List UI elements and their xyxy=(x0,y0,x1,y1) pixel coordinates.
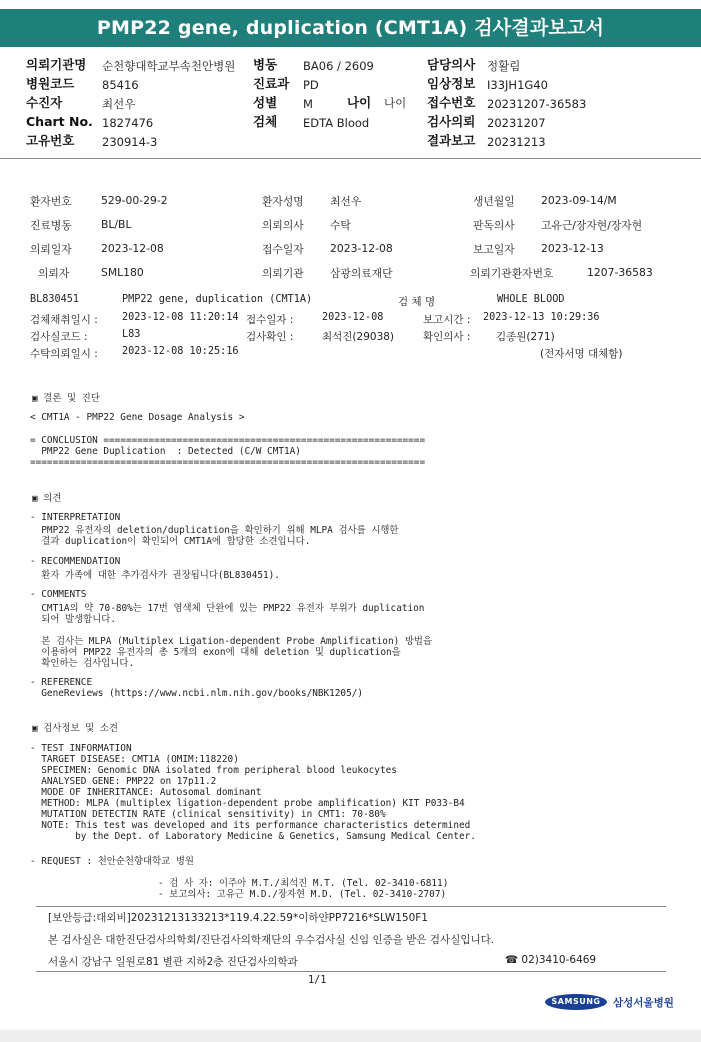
patient-value: 최선우 xyxy=(330,195,362,208)
patient-label: 의뢰자 xyxy=(38,267,70,280)
report-title: PMP22 gene, duplication (CMT1A) 검사결과보고서 xyxy=(0,9,701,47)
report-line-com-5: 확인하는 검사입니다. xyxy=(30,658,135,669)
header-value: 순천향대학교부속천안병원 xyxy=(102,59,236,73)
report-line-ti-6: MUTATION DETECTIN RATE (clinical sensitivity) in CMT1: 70-80% xyxy=(30,809,386,820)
specimen-value: WHOLE BLOOD xyxy=(497,294,565,305)
header-value: EDTA Blood xyxy=(303,116,370,130)
doctor-value: 김종원(271) xyxy=(496,331,555,343)
report-line-ti-7: NOTE: This test was developed and its performance characteristics determined xyxy=(30,820,471,831)
specimen-label: 검 체 명 xyxy=(398,296,436,308)
header-value: PD xyxy=(303,78,319,92)
header-label: 결과보고 xyxy=(427,133,476,148)
report-line-interp-h: - INTERPRETATION xyxy=(30,512,121,523)
security-line: [보안등급:대외비]20231213133213*119.4.22.59*이하얀PP7216*SLW150F1 xyxy=(48,912,428,924)
address-line: 서울시 강남구 일원로81 별관 지하2층 진단검사의학과 xyxy=(48,956,298,968)
samsung-logo-icon: SAMSUNG xyxy=(545,994,607,1010)
patient-value: 2023-09-14/M xyxy=(541,194,617,207)
room-label: 검사실코드 : xyxy=(30,331,88,343)
report-line-com-2: 되어 발생합니다. xyxy=(30,614,116,625)
confirm-value: 최석진(29038) xyxy=(322,331,395,343)
header-value: 20231207-36583 xyxy=(487,97,587,111)
header-label: 의뢰기관명 xyxy=(26,57,87,72)
patient-value: SML180 xyxy=(101,266,144,279)
cert-line: 본 검사실은 대한진단검사의학회/진단검사의학재단의 우수검사실 신임 인증을 받은 검사실입니다. xyxy=(48,934,495,946)
patient-label: 의뢰의사 xyxy=(262,219,304,232)
patient-label: 생년월일 xyxy=(473,195,515,208)
patient-label: 접수일자 xyxy=(262,243,304,256)
header-value: M xyxy=(303,97,313,111)
report-line-req-h: - REQUEST : 천안순천향대학교 병원 xyxy=(30,856,194,867)
age-label: 나이 xyxy=(347,95,372,110)
report-line-rule-line: ====================================================================== xyxy=(30,457,426,468)
header-label: Chart No. xyxy=(26,114,93,129)
receive-label: 접수일자 : xyxy=(246,314,294,326)
footer-top-line xyxy=(36,906,666,907)
report-line-info-heading: ▣ 검사정보 및 소견 xyxy=(32,723,118,734)
header-label: 담당의사 xyxy=(427,57,476,72)
patient-value: 2023-12-13 xyxy=(541,242,604,255)
report-line-conclusion-value: PMP22 Gene Duplication : Detected (C/W CMT1A) xyxy=(30,446,301,457)
header-label: 병동 xyxy=(253,57,278,72)
report-line-opinion-heading: ▣ 의견 xyxy=(32,493,62,504)
patient-label: 보고일자 xyxy=(473,243,515,256)
header-value: 85416 xyxy=(102,78,139,92)
report-line-ti-5: METHOD: MLPA (multiplex ligation-dependent probe amplification) KIT P033-B4 xyxy=(30,798,465,809)
report-line-sign-2: - 보고의사: 고유근 M.D./장자현 M.D. (Tel. 02-3410-2707) xyxy=(158,889,447,900)
report-line-com-h: - COMMENTS xyxy=(30,589,87,600)
report-line-analysis-title: < CMT1A - PMP22 Gene Dosage Analysis > xyxy=(30,412,245,423)
header-divider xyxy=(0,158,701,159)
patient-value: 2023-12-08 xyxy=(330,242,393,255)
patient-label: 진료병동 xyxy=(30,219,72,232)
report-line-ref-1: GeneReviews (https://www.ncbi.nlm.nih.gov/books/NBK1205/) xyxy=(30,688,364,699)
patient-label: 판독의사 xyxy=(473,219,515,232)
report-line-result-heading: ▣ 결론 및 진단 xyxy=(32,393,100,404)
report-line-com-1: CMT1A의 약 70-80%는 17번 염색체 단완에 있는 PMP22 유전자 부위가 duplication xyxy=(30,603,425,614)
bottom-band xyxy=(0,1030,701,1042)
header-label: 진료과 xyxy=(253,76,290,91)
header-value: BA06 / 2609 xyxy=(303,59,374,73)
report-line-interp-2: 결과 duplication이 확인되어 CMT1A에 합당한 소견입니다. xyxy=(30,536,311,547)
header-label: 성별 xyxy=(253,95,278,110)
report-line-rec-h: - RECOMMENDATION xyxy=(30,556,121,567)
patient-label: 의뢰일자 xyxy=(30,243,72,256)
report-line-ti-2: SPECIMEN: Genomic DNA isolated from peripheral blood leukocytes xyxy=(30,765,397,776)
header-value: I33JH1G40 xyxy=(487,78,548,92)
patient-value: 2023-12-08 xyxy=(101,242,164,255)
header-label: 고유번호 xyxy=(26,133,75,148)
patient-value: 529-00-29-2 xyxy=(101,194,168,207)
header-label: 임상정보 xyxy=(427,76,476,91)
report-line-ti-h: - TEST INFORMATION xyxy=(30,743,132,754)
header-value: 1827476 xyxy=(102,116,154,130)
report-line-com-3: 본 검사는 MLPA (Multiplex Ligation-dependent Probe Amplification) 방법을 xyxy=(30,636,433,647)
patient-value: 삼광의료재단 xyxy=(330,267,393,280)
patient-label: 환자성명 xyxy=(262,195,304,208)
age-value: 나이 xyxy=(384,96,407,110)
footer-bottom-line xyxy=(36,971,666,972)
test-name: PMP22 gene, duplication (CMT1A) xyxy=(122,294,313,305)
header-value: 20231207 xyxy=(487,116,546,130)
header-label: 병원코드 xyxy=(26,76,75,91)
report-line-conclusion-line: = CONCLUSION ========================================================= xyxy=(30,435,426,446)
header-label: 검체 xyxy=(253,114,278,129)
header-value: 20231213 xyxy=(487,135,546,149)
report-time-value: 2023-12-13 10:29:36 xyxy=(483,312,600,323)
request-label: 수탁의뢰일시 : xyxy=(30,348,98,360)
patient-label: 의뢰기관환자번호 xyxy=(470,267,554,280)
phone-line: ☎ 02)3410-6469 xyxy=(505,954,597,966)
report-line-ref-h: - REFERENCE xyxy=(30,677,93,688)
collect-value: 2023-12-08 11:20:14 xyxy=(122,312,239,323)
header-label: 검사의뢰 xyxy=(427,114,476,129)
report-line-interp-1: PMP22 유전자의 deletion/duplication을 확인하기 위해 MLPA 검사를 시행한 xyxy=(30,525,399,536)
report-line-ti-3: ANALYSED GENE: PMP22 on 17p11.2 xyxy=(30,776,217,787)
esign-note: (전자서명 대체함) xyxy=(540,348,623,360)
report-line-ti-4: MODE OF INHERITANCE: Autosomal dominant xyxy=(30,787,262,798)
hospital-name: 삼성서울병원 xyxy=(613,996,674,1009)
receive-value: 2023-12-08 xyxy=(322,312,384,323)
page-number: 1/1 xyxy=(308,975,327,986)
patient-label: 의뢰기관 xyxy=(262,267,304,280)
patient-value: 1207-36583 xyxy=(587,266,653,279)
collect-label: 검체채취일시 : xyxy=(30,314,98,326)
report-line-com-4: 이용하여 PMP22 유전자의 총 5개의 exon에 대해 deletion 및 duplication을 xyxy=(30,647,401,658)
report-line-sign-1: - 검 사 자: 이주아 M.T./최석진 M.T. (Tel. 02-3410-6811) xyxy=(158,878,449,889)
report-line-ti-8: by the Dept. of Laboratory Medicine & Genetics, Samsung Medical Center. xyxy=(30,831,476,842)
confirm-label: 검사확인 : xyxy=(246,331,294,343)
request-value: 2023-12-08 10:25:16 xyxy=(122,346,239,357)
patient-value: 고유근/장자현/장자현 xyxy=(541,219,643,232)
report-line-ti-1: TARGET DISEASE: CMT1A (OMIM:118220) xyxy=(30,754,239,765)
hospital-logo xyxy=(545,992,674,1012)
patient-value: BL/BL xyxy=(101,218,132,231)
patient-label: 환자번호 xyxy=(30,195,72,208)
header-label: 접수번호 xyxy=(427,95,476,110)
report-time-label: 보고시간 : xyxy=(423,314,471,326)
room-value: L83 xyxy=(122,329,141,340)
header-value: 230914-3 xyxy=(102,135,158,149)
header-value: 정활림 xyxy=(487,59,521,73)
report-line-rec-1: 환자 가족에 대한 추가검사가 권장됩니다(BL830451). xyxy=(30,570,280,581)
patient-value: 수탁 xyxy=(330,219,351,232)
test-code: BL830451 xyxy=(30,294,80,305)
header-label: 수진자 xyxy=(26,95,63,110)
doctor-label: 확인의사 : xyxy=(423,331,471,343)
header-value: 최선우 xyxy=(102,97,136,111)
